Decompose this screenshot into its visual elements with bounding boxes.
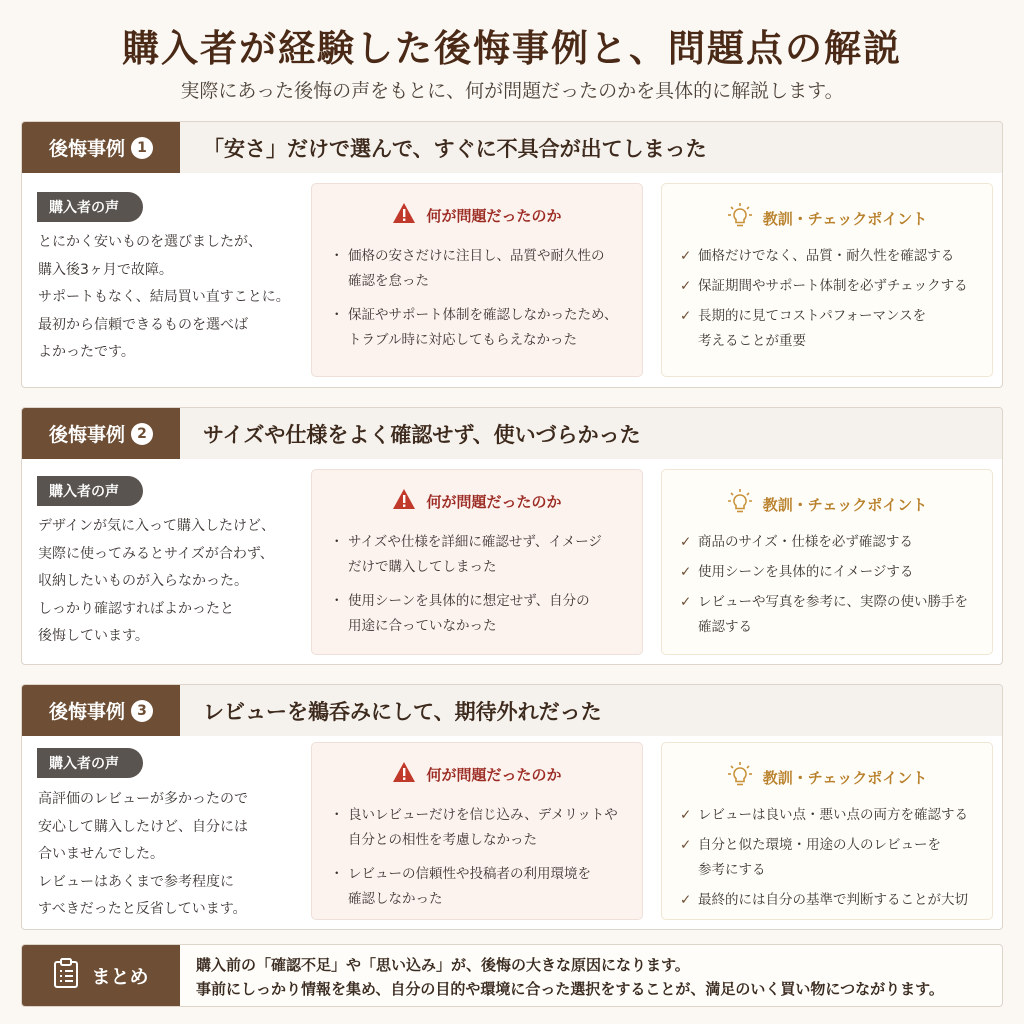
case-number-badge: 2 xyxy=(131,423,153,445)
case-number-badge: 1 xyxy=(131,137,153,159)
lesson-panel xyxy=(661,469,993,655)
lesson-panel xyxy=(661,183,993,377)
case-card-3 xyxy=(21,684,1003,930)
problem-item: ・ 価格の安さだけに注目し、品質や耐久性の 確認を怠った xyxy=(332,244,628,294)
voice-label: 購入者の声 xyxy=(37,476,143,506)
summary-line-1: 購入前の「確認不足」や「思い込み」が、後悔の大きな原因になります。 xyxy=(196,956,690,974)
case-number-badge: 3 xyxy=(131,700,153,722)
lesson-item: ✓ 保証期間やサポート体制を必ずチェックする xyxy=(682,274,978,299)
problem-list xyxy=(332,803,628,921)
problem-panel xyxy=(311,742,643,920)
lesson-item: ✓ レビューや写真を参考に、実際の使い勝手を 確認する xyxy=(682,590,978,640)
voice-text: とにかく安いものを選びましたが、 購入後3ヶ月で故障。 サポートもなく、結局買い直すことに。 最初から信頼できるものを選べば よかったです。 xyxy=(38,234,290,360)
problem-item: ・ 使用シーンを具体的に想定せず、自分の 用途に合っていなかった xyxy=(332,589,628,639)
case-title: サイズや仕様をよく確認せず、使いづらかった xyxy=(203,422,641,447)
lesson-title: 教訓・チェックポイント xyxy=(762,768,928,787)
lesson-item: ✓ レビューは良い点・悪い点の両方を確認する xyxy=(682,803,978,828)
case-card-2 xyxy=(21,407,1003,665)
case-tag xyxy=(22,122,180,173)
voice-label: 購入者の声 xyxy=(37,748,143,778)
summary-box xyxy=(21,944,1003,1007)
lesson-list xyxy=(682,530,978,645)
case-tag-label: 後悔事例 xyxy=(48,424,125,446)
lesson-list xyxy=(682,244,978,359)
problem-list xyxy=(332,244,628,362)
problem-header xyxy=(312,202,642,228)
problem-panel xyxy=(311,183,643,377)
case-header xyxy=(22,122,1002,173)
case-tag-label: 後悔事例 xyxy=(48,138,125,160)
warning-triangle-icon xyxy=(392,488,416,514)
clipboard-icon xyxy=(53,957,79,994)
problem-item: ・ 良いレビューだけを信じ込み、デメリットや 自分との相性を考慮しなかった xyxy=(332,803,628,853)
case-tag-label: 後悔事例 xyxy=(48,701,125,723)
lesson-item: ✓ 長期的に見てコストパフォーマンスを 考えることが重要 xyxy=(682,304,978,354)
problem-item: ・ サイズや仕様を詳細に確認せず、イメージ だけで購入してしまった xyxy=(332,530,628,580)
lesson-item: ✓ 価格だけでなく、品質・耐久性を確認する xyxy=(682,244,978,269)
lesson-item: ✓ 使用シーンを具体的にイメージする xyxy=(682,560,978,585)
summary-text xyxy=(196,953,992,1001)
lesson-header xyxy=(662,202,992,234)
lesson-panel xyxy=(661,742,993,920)
case-card-1 xyxy=(21,121,1003,388)
problem-header xyxy=(312,488,642,514)
lesson-list xyxy=(682,803,978,918)
lesson-header xyxy=(662,488,992,520)
problem-list xyxy=(332,530,628,648)
case-header xyxy=(22,408,1002,459)
problem-title: 何が問題だったのか xyxy=(426,206,562,225)
problem-item: ・ 保証やサポート体制を確認しなかったため、 トラブル時に対応してもらえなかった xyxy=(332,303,628,353)
lightbulb-icon xyxy=(727,488,753,520)
problem-title: 何が問題だったのか xyxy=(426,765,562,784)
voice-label: 購入者の声 xyxy=(37,192,143,222)
warning-triangle-icon xyxy=(392,202,416,228)
page-subtitle: 実際にあった後悔の声をもとに、何が問題だったのかを具体的に解説します。 xyxy=(180,80,844,102)
summary-line-2: 事前にしっかり情報を集め、自分の目的や環境に合った選択をすることが、満足のいく買い物につながります。 xyxy=(196,980,944,998)
problem-title: 何が問題だったのか xyxy=(426,492,562,511)
case-title: レビューを鵜呑みにして、期待外れだった xyxy=(203,699,602,724)
summary-tag xyxy=(22,945,180,1006)
case-tag xyxy=(22,685,180,736)
summary-label: まとめ xyxy=(91,966,149,988)
problem-item: ・ レビューの信頼性や投稿者の利用環境を 確認しなかった xyxy=(332,862,628,912)
lesson-item: ✓ 商品のサイズ・仕様を必ず確認する xyxy=(682,530,978,555)
problem-header xyxy=(312,761,642,787)
lesson-item: ✓ 自分と似た環境・用途の人のレビューを 参考にする xyxy=(682,833,978,883)
problem-panel xyxy=(311,469,643,655)
page-title: 購入者が経験した後悔事例と、問題点の解説 xyxy=(122,27,902,70)
case-tag xyxy=(22,408,180,459)
lesson-title: 教訓・チェックポイント xyxy=(762,209,928,228)
lesson-item: ✓ 最終的には自分の基準で判断することが大切 xyxy=(682,888,978,913)
voice-text: デザインが気に入って購入したけど、 実際に使ってみるとサイズが合わず、 収納したいものが入らなかった。 しっかり確認すればよかったと 後悔しています。 xyxy=(38,518,276,644)
voice-text: 高評価のレビューが多かったので 安心して購入したけど、自分には 合いませんでした。 レビューはあくまで参考程度に すべきだったと反省しています。 xyxy=(38,791,248,917)
lesson-header xyxy=(662,761,992,793)
warning-triangle-icon xyxy=(392,761,416,787)
case-title: 「安さ」だけで選んで、すぐに不具合が出てしまった xyxy=(203,136,707,161)
lightbulb-icon xyxy=(727,202,753,234)
lesson-title: 教訓・チェックポイント xyxy=(762,495,928,514)
case-header xyxy=(22,685,1002,736)
lightbulb-icon xyxy=(727,761,753,793)
